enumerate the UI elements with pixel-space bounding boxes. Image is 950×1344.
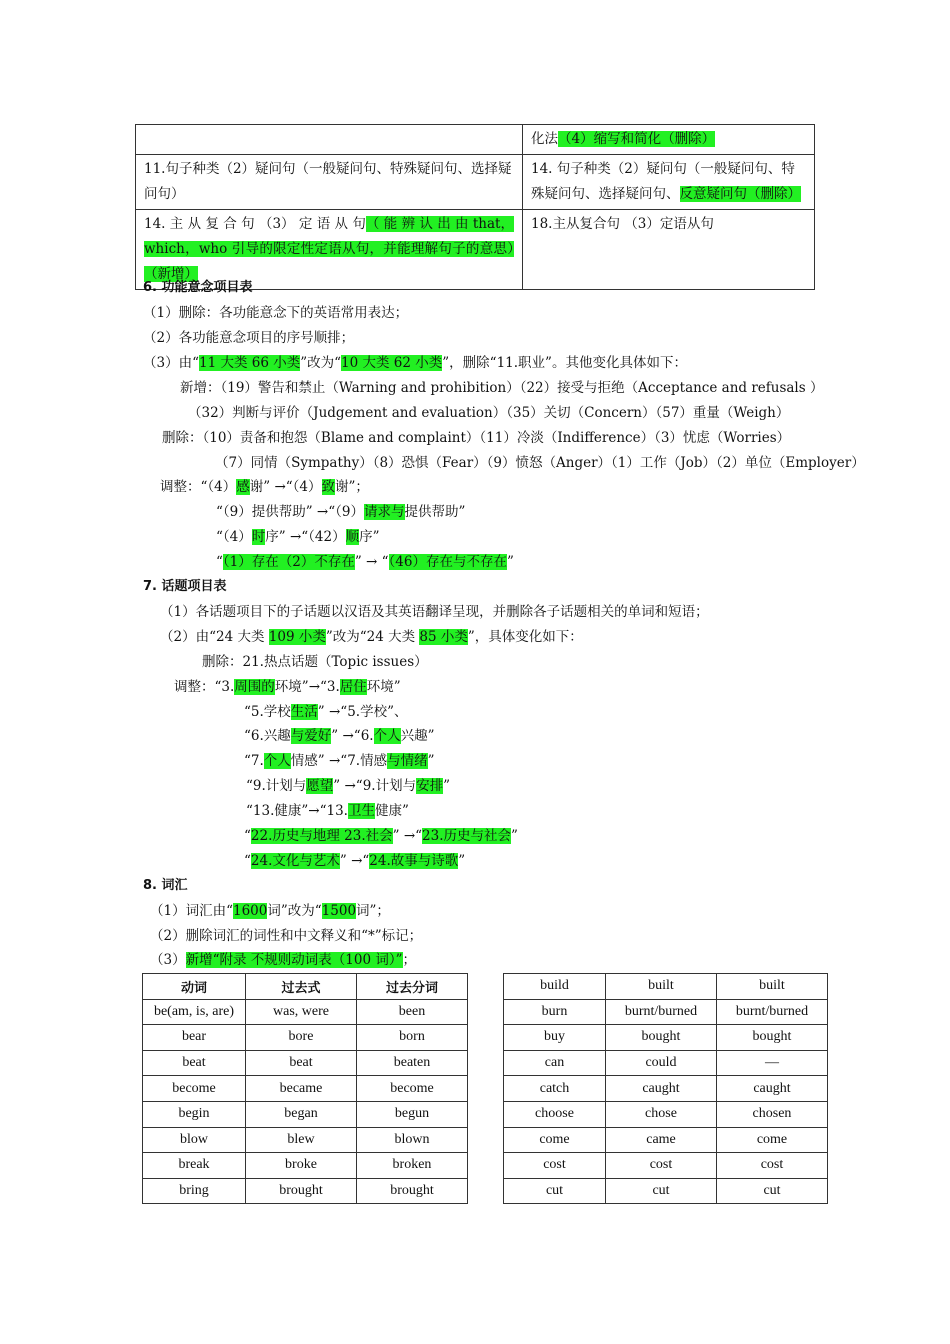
highlight-text: 顺 — [345, 529, 360, 545]
table-cell: cost — [606, 1153, 717, 1179]
table-cell: cut — [717, 1178, 828, 1204]
s6-line-3 — [143, 351, 687, 375]
table-header-row — [143, 974, 468, 1000]
text: 谢”； — [335, 479, 369, 495]
text: （2）由“24 大类 — [160, 629, 269, 645]
highlight-text: 109 小类 — [268, 629, 326, 645]
highlight-text: 85 小类 — [419, 629, 468, 645]
text: 词”； — [356, 903, 390, 919]
text: 健康” — [374, 803, 409, 819]
text: 序” →“（42） — [265, 529, 346, 545]
table-cell: bring — [143, 1178, 246, 1204]
highlight-text: 周围的 — [234, 679, 275, 695]
highlight-text: 22.历史与地理 23.社会 — [250, 828, 393, 844]
highlight-text: （46）存在与不存在 — [388, 554, 507, 570]
table-cell: blow — [143, 1127, 246, 1153]
highlight-text: 24.故事与诗歌 — [369, 853, 459, 869]
column-header: 过去分词 — [357, 974, 468, 1000]
cell-text: 14. 句子种类（2）疑问句（一般疑问句、特殊疑问句、选择疑问句、 — [531, 161, 795, 202]
table-cell: bought — [717, 1025, 828, 1051]
highlight-text: 与爱好 — [290, 728, 332, 744]
cell-text: 14. 主 从 复 合 句 （3） 定 语 从 句 — [144, 216, 366, 232]
text: （1）词汇由“ — [150, 903, 233, 919]
text: ”改为“ — [300, 355, 342, 371]
s7-line-1: （1）各话题项目下的子话题以汉语及其英语翻译呈现，并删除各子话题相关的单词和短语； — [160, 604, 709, 620]
table-cell: build — [504, 974, 606, 1000]
s6-adj-4 — [216, 550, 514, 574]
table-cell: beat — [246, 1050, 357, 1076]
table-row — [143, 1025, 468, 1051]
table-cell — [523, 125, 815, 155]
cell-text: 18.主从复合句 （3）定语从句 — [531, 216, 714, 232]
text: 词”改为“ — [267, 903, 322, 919]
text: 谢” →“（4） — [249, 479, 322, 495]
table-cell — [523, 155, 815, 210]
highlight-text: 新增“附录 不规则动词表（100 词）” — [185, 952, 403, 968]
text: ” — [427, 753, 435, 769]
table-row — [504, 1101, 828, 1127]
table-cell: be(am, is, are) — [143, 999, 246, 1025]
highlight-text: （1）存在（2）不存在 — [222, 554, 355, 570]
text: 情感” →“7.情感 — [290, 753, 388, 769]
text: “（9）提供帮助” →“（9） — [216, 504, 364, 520]
s6-adj-3 — [216, 525, 380, 549]
table-row — [143, 999, 468, 1025]
s8-line-1 — [150, 899, 390, 923]
table-cell: become — [357, 1076, 468, 1102]
s7-adj-3 — [244, 724, 435, 748]
table-row — [504, 1025, 828, 1051]
highlight-text: 10 大类 62 小类 — [341, 355, 443, 371]
table-cell: blown — [357, 1127, 468, 1153]
table-cell: cut — [504, 1178, 606, 1204]
text: 序” — [359, 529, 380, 545]
text: “5.学校 — [244, 704, 291, 720]
cell-text: 化法 — [531, 131, 558, 147]
highlight-text: 居住 — [339, 679, 367, 695]
s7-adj-4 — [244, 749, 435, 773]
text: “ — [244, 828, 251, 844]
s6-line-2: （2）各功能意念项目的序号顺排； — [143, 330, 355, 346]
text: 调整：“3. — [174, 679, 235, 695]
table-row — [143, 1101, 468, 1127]
highlight-text: 与情绪 — [387, 753, 428, 769]
table-cell: burnt/burned — [606, 999, 717, 1025]
s8-line-2: （2）删除词汇的词性和中文释义和“*”标记； — [150, 928, 423, 944]
text: 环境” — [366, 679, 401, 695]
s7-adj-7 — [244, 824, 518, 848]
highlight-text: 个人 — [263, 753, 291, 769]
text: “ — [216, 554, 223, 570]
table-cell: become — [143, 1076, 246, 1102]
table-cell: can — [504, 1050, 606, 1076]
table-cell: bore — [246, 1025, 357, 1051]
table-cell: could — [606, 1050, 717, 1076]
section-6-title: 6. 功能意念项目表 — [143, 280, 253, 295]
s6-del-1: 删除：（10）责备和抱怨（Blame and complaint）（11）冷淡（Indifference）（3）忧虑（Worries） — [162, 430, 791, 446]
table-cell: come — [717, 1127, 828, 1153]
table-cell: was, were — [246, 999, 357, 1025]
table-cell: chosen — [717, 1101, 828, 1127]
table-cell: begin — [143, 1101, 246, 1127]
highlight-text: 反意疑问句（删除） — [679, 186, 801, 202]
table-cell: caught — [717, 1076, 828, 1102]
text: “ — [244, 853, 251, 869]
table-cell: caught — [606, 1076, 717, 1102]
text: “9.计划与 — [246, 778, 307, 794]
table-cell: built — [606, 974, 717, 1000]
table-cell — [523, 210, 815, 290]
table-cell: brought — [246, 1178, 357, 1204]
s7-adj-5 — [246, 774, 450, 798]
section-8-title: 8. 词汇 — [143, 878, 188, 893]
text: ” →“ — [392, 828, 423, 844]
table-cell: broken — [357, 1153, 468, 1179]
table-cell — [136, 155, 523, 210]
table-cell: burn — [504, 999, 606, 1025]
text: ； — [402, 952, 416, 968]
table-cell: became — [246, 1076, 357, 1102]
table-cell: born — [357, 1025, 468, 1051]
text: ” — [443, 778, 450, 794]
cell-text: 11.句子种类（2）疑问句（一般疑问句、特殊疑问句、选择疑问句） — [144, 161, 512, 202]
table-row — [504, 999, 828, 1025]
s6-line-1: （1）删除：各功能意念下的英语常用表达； — [143, 305, 409, 321]
s7-line-2 — [160, 625, 583, 649]
highlight-text: 24.文化与艺术 — [250, 853, 340, 869]
s7-adj-2 — [244, 700, 408, 724]
text: ” →“ — [339, 853, 370, 869]
highlight-text: 时 — [251, 529, 266, 545]
table-cell: began — [246, 1101, 357, 1127]
table-cell — [136, 125, 523, 155]
table-cell: beaten — [357, 1050, 468, 1076]
table-row — [143, 1153, 468, 1179]
table-row — [136, 155, 815, 210]
s6-adj-2 — [216, 500, 465, 524]
text: ” →“6. — [331, 728, 374, 744]
table-row — [504, 1050, 828, 1076]
text: ”，具体变化如下： — [467, 629, 583, 645]
table-cell: bought — [606, 1025, 717, 1051]
table-cell: chose — [606, 1101, 717, 1127]
s8-line-3 — [150, 948, 416, 972]
text: ” — [511, 828, 518, 844]
table-row — [504, 974, 828, 1000]
highlight-text: 安排 — [416, 778, 444, 794]
text: 环境”→“3. — [274, 679, 340, 695]
table-row — [504, 1153, 828, 1179]
text: ” — [458, 853, 466, 869]
table-row — [504, 1076, 828, 1102]
highlight-text: 11 大类 66 小类 — [199, 355, 301, 371]
table-cell: built — [717, 974, 828, 1000]
table-cell: cost — [717, 1153, 828, 1179]
table-cell: break — [143, 1153, 246, 1179]
s6-add-2: （32）判断与评价（Judgement and evaluation）（35）关切（Concern）（57）重量（Weigh） — [188, 405, 790, 421]
table-cell: choose — [504, 1101, 606, 1127]
s6-adj-1 — [160, 475, 369, 499]
highlight-text: （4）缩写和简化（删除） — [558, 131, 716, 147]
table-row — [136, 125, 815, 155]
highlight-text: 生活 — [290, 704, 318, 720]
table-cell: beat — [143, 1050, 246, 1076]
text: “（4） — [216, 529, 252, 545]
column-header: 过去式 — [246, 974, 357, 1000]
highlight-text: 卫生 — [347, 803, 375, 819]
table-row — [143, 1076, 468, 1102]
table-cell: — — [717, 1050, 828, 1076]
highlight-text: 23.历史与社会 — [422, 828, 512, 844]
table-cell: buy — [504, 1025, 606, 1051]
highlight-text: 1500 — [321, 903, 357, 919]
text: ”，删除“11.职业”。其他变化具体如下： — [442, 355, 687, 371]
column-header: 动词 — [143, 974, 246, 1000]
s7-adj-8 — [244, 849, 465, 873]
irregular-verbs-table-left — [142, 973, 468, 1204]
table-cell: burnt/burned — [717, 999, 828, 1025]
table-cell: broke — [246, 1153, 357, 1179]
text: （3） — [150, 952, 186, 968]
highlight-text: 1600 — [233, 903, 268, 919]
highlight-text: （ 能 辨 认 出 由 that，which，who 引导的限定性定语从句，并能理解句子的意思）（新增） — [144, 216, 514, 282]
text: ” → “ — [354, 554, 389, 570]
table-row — [504, 1127, 828, 1153]
text: “7. — [244, 753, 264, 769]
section-7-title: 7. 话题项目表 — [143, 579, 227, 594]
table-cell: brought — [357, 1178, 468, 1204]
text: “13.健康”→“13. — [246, 803, 348, 819]
table-row — [143, 1127, 468, 1153]
irregular-verbs-table-right — [503, 973, 828, 1204]
text: 兴趣” — [400, 728, 435, 744]
text: ” →“9.计划与 — [333, 778, 417, 794]
s7-del: 删除：21.热点话题（Topic issues） — [202, 654, 428, 670]
table-cell: catch — [504, 1076, 606, 1102]
text: （3）由“ — [143, 355, 199, 371]
highlight-text: 个人 — [373, 728, 401, 744]
s7-adj-1 — [174, 675, 401, 699]
table-row — [143, 1178, 468, 1204]
table-row — [143, 1050, 468, 1076]
text: “6.兴趣 — [244, 728, 291, 744]
highlight-text: 愿望 — [306, 778, 334, 794]
highlight-text: 请求与 — [364, 504, 405, 520]
table-cell: been — [357, 999, 468, 1025]
s7-adj-6 — [246, 799, 409, 823]
table-cell: begun — [357, 1101, 468, 1127]
text: ”改为“24 大类 — [325, 629, 420, 645]
text: 调整：“（4） — [160, 479, 237, 495]
highlight-text: 致 — [321, 479, 335, 495]
table-cell: come — [504, 1127, 606, 1153]
text: 提供帮助” — [404, 504, 466, 520]
s6-add-1: 新增：（19）警告和禁止（Warning and prohibition）（22）接受与拒绝（Acceptance and refusals ） — [180, 380, 824, 396]
table-cell: cost — [504, 1153, 606, 1179]
text: ” — [506, 554, 514, 570]
table-cell: came — [606, 1127, 717, 1153]
table-row — [504, 1178, 828, 1204]
table-cell: cut — [606, 1178, 717, 1204]
comparison-table — [135, 124, 815, 290]
table-cell: blew — [246, 1127, 357, 1153]
highlight-text: 感 — [236, 479, 250, 495]
text: ” →“5.学校”、 — [317, 704, 408, 720]
table-cell: bear — [143, 1025, 246, 1051]
s6-del-2: （7）同情（Sympathy）（8）恐惧（Fear）（9）愤怒（Anger）（1）工作（Job）（2）单位（Employer） — [215, 455, 865, 471]
